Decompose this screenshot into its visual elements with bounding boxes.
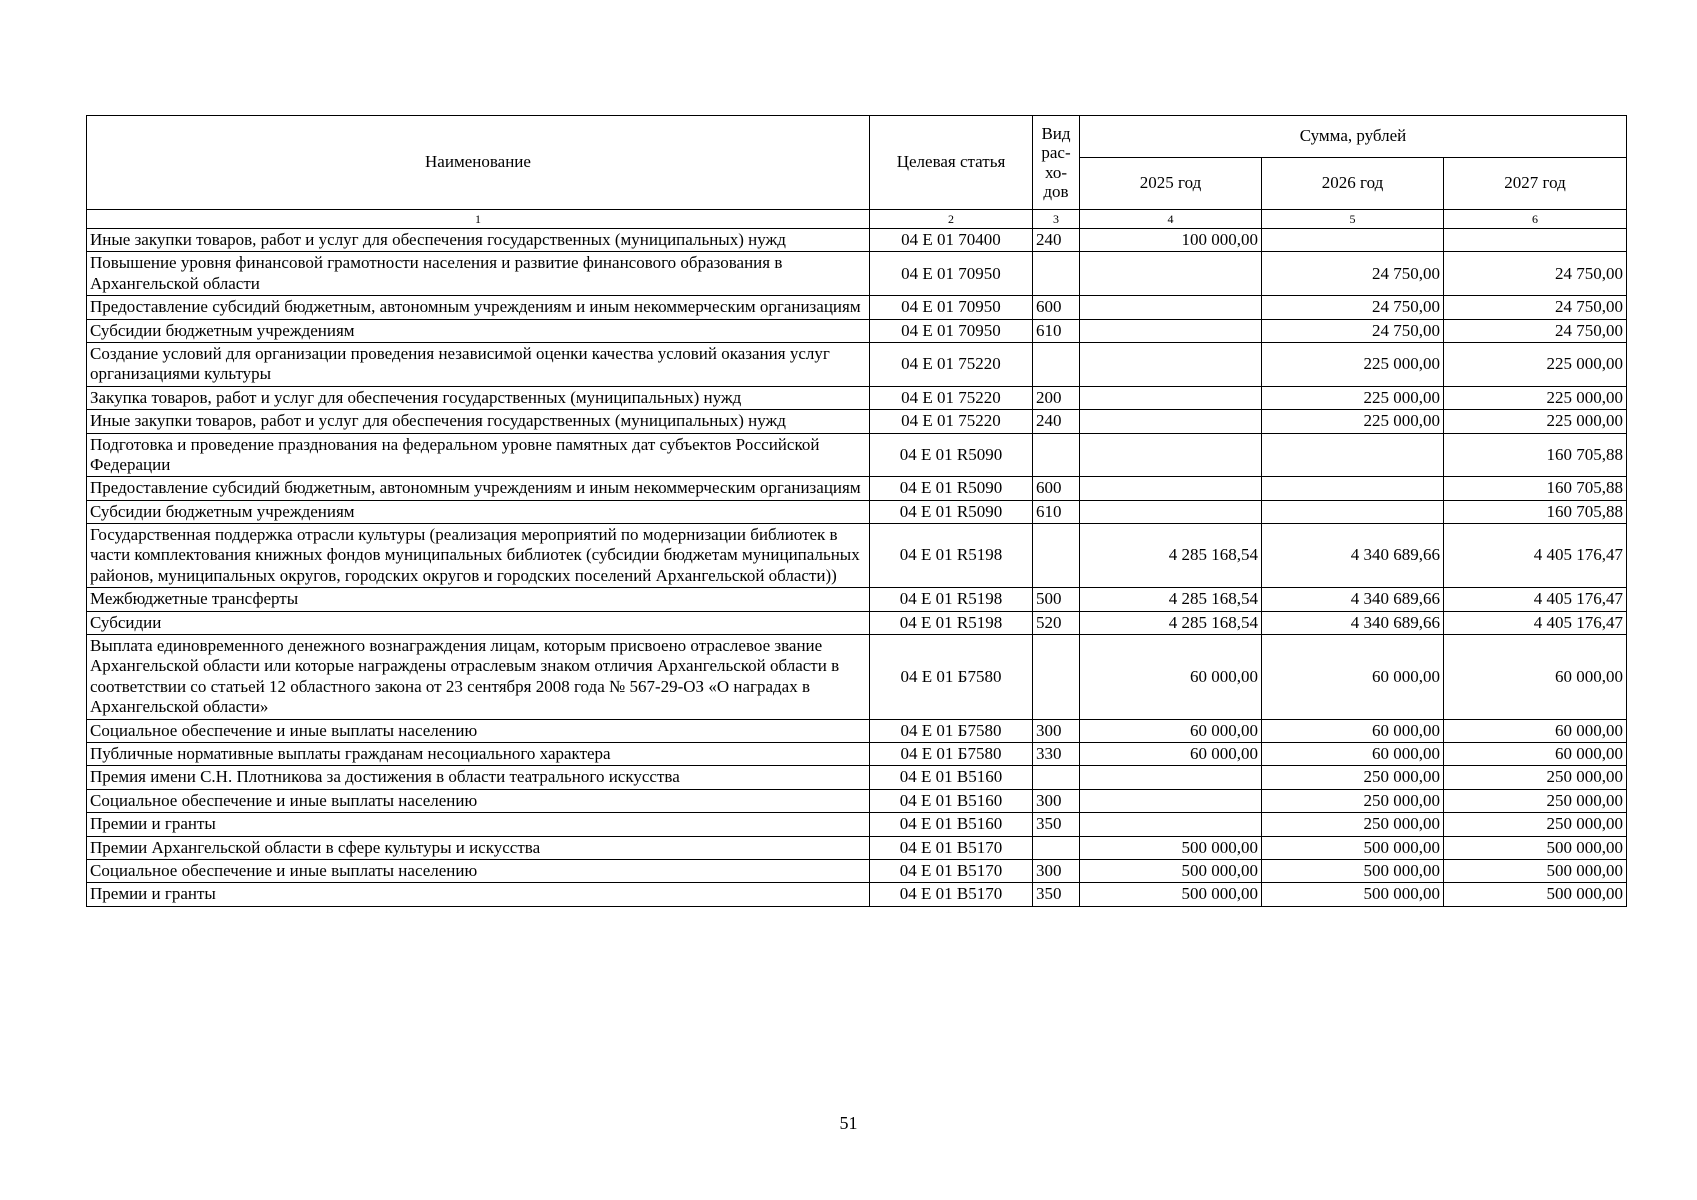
header-expense-type: Вид рас- хо- дов [1033, 116, 1080, 210]
row-target-article: 04 Е 01 R5198 [870, 611, 1033, 634]
page-number: 51 [839, 1113, 858, 1133]
row-amount-2026: 4 340 689,66 [1262, 524, 1444, 588]
header-target-article: Целевая статья [870, 116, 1033, 210]
table-row [87, 386, 1627, 409]
row-name: Подготовка и проведение празднования на федеральном уровне памятных дат субъектов Российской Федерации [87, 433, 870, 477]
row-name: Субсидии бюджетным учреждениям [87, 319, 870, 342]
col-number: 5 [1262, 210, 1444, 229]
row-name: Повышение уровня финансовой грамотности населения и развитие финансового образования в Архангельской области [87, 252, 870, 296]
row-amount-2027: 160 705,88 [1444, 500, 1627, 523]
row-amount-2025: 500 000,00 [1080, 836, 1262, 859]
row-name: Социальное обеспечение и иные выплаты населению [87, 719, 870, 742]
row-amount-2025: 4 285 168,54 [1080, 611, 1262, 634]
row-amount-2025 [1080, 386, 1262, 409]
table-row [87, 410, 1627, 433]
row-amount-2026: 24 750,00 [1262, 319, 1444, 342]
row-amount-2026: 225 000,00 [1262, 410, 1444, 433]
row-expense-type: 240 [1033, 410, 1080, 433]
row-name: Публичные нормативные выплаты гражданам несоциального характера [87, 742, 870, 765]
row-target-article: 04 Е 01 В5160 [870, 813, 1033, 836]
row-name: Премии и гранты [87, 813, 870, 836]
row-expense-type [1033, 252, 1080, 296]
header-year-2026: 2026 год [1262, 158, 1444, 210]
table-row [87, 477, 1627, 500]
row-expense-type: 300 [1033, 859, 1080, 882]
row-amount-2026: 225 000,00 [1262, 386, 1444, 409]
row-target-article: 04 Е 01 В5170 [870, 859, 1033, 882]
row-expense-type: 350 [1033, 813, 1080, 836]
col-number: 3 [1033, 210, 1080, 229]
row-target-article: 04 Е 01 70950 [870, 252, 1033, 296]
row-expense-type [1033, 836, 1080, 859]
row-amount-2027: 24 750,00 [1444, 319, 1627, 342]
row-name: Выплата единовременного денежного вознаграждения лицам, которым присвоено отраслевое звание Архангельской области или которые награждены отраслевым знаком отличия Архангельской области в соответствии со статьей 12 областного закона от 23 сентября 2008 года № 567-29-ОЗ «О наградах в Архангельской области» [87, 635, 870, 720]
row-amount-2027: 225 000,00 [1444, 410, 1627, 433]
row-amount-2025: 100 000,00 [1080, 229, 1262, 252]
row-amount-2025 [1080, 410, 1262, 433]
table-row [87, 789, 1627, 812]
row-amount-2026: 60 000,00 [1262, 635, 1444, 720]
row-expense-type: 610 [1033, 500, 1080, 523]
row-name: Создание условий для организации проведения независимой оценки качества условий оказания услуг организациями культуры [87, 342, 870, 386]
table-row [87, 500, 1627, 523]
row-target-article: 04 Е 01 75220 [870, 342, 1033, 386]
table-row [87, 836, 1627, 859]
row-expense-type: 520 [1033, 611, 1080, 634]
row-amount-2026 [1262, 500, 1444, 523]
row-amount-2026: 225 000,00 [1262, 342, 1444, 386]
row-amount-2025: 4 285 168,54 [1080, 588, 1262, 611]
row-amount-2026: 60 000,00 [1262, 742, 1444, 765]
row-expense-type [1033, 766, 1080, 789]
row-amount-2025 [1080, 500, 1262, 523]
row-amount-2027: 60 000,00 [1444, 719, 1627, 742]
row-name: Социальное обеспечение и иные выплаты населению [87, 789, 870, 812]
row-target-article: 04 Е 01 В5160 [870, 766, 1033, 789]
header-year-2027: 2027 год [1444, 158, 1627, 210]
row-amount-2025 [1080, 789, 1262, 812]
header-sum: Сумма, рублей [1080, 116, 1627, 158]
table-row [87, 524, 1627, 588]
table-row [87, 433, 1627, 477]
row-target-article: 04 Е 01 R5090 [870, 433, 1033, 477]
row-target-article: 04 Е 01 R5090 [870, 477, 1033, 500]
row-expense-type: 240 [1033, 229, 1080, 252]
row-expense-type [1033, 433, 1080, 477]
row-amount-2027: 500 000,00 [1444, 883, 1627, 906]
row-amount-2026: 4 340 689,66 [1262, 588, 1444, 611]
row-amount-2027: 250 000,00 [1444, 813, 1627, 836]
row-amount-2027: 500 000,00 [1444, 836, 1627, 859]
row-amount-2027: 250 000,00 [1444, 789, 1627, 812]
row-target-article: 04 Е 01 R5198 [870, 524, 1033, 588]
table-row [87, 229, 1627, 252]
row-target-article: 04 Е 01 R5198 [870, 588, 1033, 611]
row-amount-2026 [1262, 433, 1444, 477]
row-amount-2027: 24 750,00 [1444, 252, 1627, 296]
row-target-article: 04 Е 01 Б7580 [870, 742, 1033, 765]
col-number: 4 [1080, 210, 1262, 229]
row-name: Социальное обеспечение и иные выплаты населению [87, 859, 870, 882]
row-amount-2025: 500 000,00 [1080, 883, 1262, 906]
row-name: Премия имени С.Н. Плотникова за достижения в области театрального искусства [87, 766, 870, 789]
row-amount-2026: 250 000,00 [1262, 766, 1444, 789]
row-amount-2027: 4 405 176,47 [1444, 588, 1627, 611]
row-name: Премии и гранты [87, 883, 870, 906]
row-expense-type: 330 [1033, 742, 1080, 765]
row-amount-2025 [1080, 296, 1262, 319]
table-row [87, 296, 1627, 319]
row-amount-2025 [1080, 477, 1262, 500]
row-target-article: 04 Е 01 Б7580 [870, 719, 1033, 742]
row-target-article: 04 Е 01 В5160 [870, 789, 1033, 812]
table-body [87, 229, 1627, 907]
row-expense-type: 200 [1033, 386, 1080, 409]
row-expense-type [1033, 524, 1080, 588]
row-amount-2026: 24 750,00 [1262, 252, 1444, 296]
row-target-article: 04 Е 01 R5090 [870, 500, 1033, 523]
row-amount-2027 [1444, 229, 1627, 252]
row-amount-2027: 225 000,00 [1444, 342, 1627, 386]
row-amount-2026: 500 000,00 [1262, 883, 1444, 906]
table-row [87, 883, 1627, 906]
table-row [87, 611, 1627, 634]
row-amount-2027: 4 405 176,47 [1444, 611, 1627, 634]
row-amount-2026: 24 750,00 [1262, 296, 1444, 319]
row-target-article: 04 Е 01 75220 [870, 386, 1033, 409]
table-row [87, 813, 1627, 836]
table-row [87, 859, 1627, 882]
row-amount-2025: 60 000,00 [1080, 719, 1262, 742]
col-number: 2 [870, 210, 1033, 229]
row-amount-2025: 60 000,00 [1080, 635, 1262, 720]
row-amount-2026 [1262, 229, 1444, 252]
row-amount-2027: 4 405 176,47 [1444, 524, 1627, 588]
col-number: 6 [1444, 210, 1627, 229]
row-amount-2026: 60 000,00 [1262, 719, 1444, 742]
row-amount-2026: 500 000,00 [1262, 836, 1444, 859]
row-amount-2025 [1080, 252, 1262, 296]
table-row [87, 588, 1627, 611]
row-amount-2026: 4 340 689,66 [1262, 611, 1444, 634]
row-amount-2025: 500 000,00 [1080, 859, 1262, 882]
row-name: Предоставление субсидий бюджетным, автономным учреждениям и иным некоммерческим организациям [87, 477, 870, 500]
row-amount-2027: 60 000,00 [1444, 742, 1627, 765]
row-expense-type: 600 [1033, 296, 1080, 319]
row-name: Субсидии [87, 611, 870, 634]
row-target-article: 04 Е 01 70400 [870, 229, 1033, 252]
table-row [87, 342, 1627, 386]
row-amount-2025 [1080, 813, 1262, 836]
table-row [87, 766, 1627, 789]
row-name: Премии Архангельской области в сфере культуры и искусства [87, 836, 870, 859]
row-amount-2025 [1080, 342, 1262, 386]
row-expense-type: 350 [1033, 883, 1080, 906]
row-expense-type [1033, 342, 1080, 386]
row-amount-2027: 500 000,00 [1444, 859, 1627, 882]
row-name: Иные закупки товаров, работ и услуг для обеспечения государственных (муниципальных) нужд [87, 229, 870, 252]
row-amount-2027: 160 705,88 [1444, 433, 1627, 477]
row-amount-2025 [1080, 319, 1262, 342]
row-target-article: 04 Е 01 Б7580 [870, 635, 1033, 720]
row-target-article: 04 Е 01 В5170 [870, 883, 1033, 906]
row-target-article: 04 Е 01 В5170 [870, 836, 1033, 859]
row-amount-2026 [1262, 477, 1444, 500]
row-amount-2027: 225 000,00 [1444, 386, 1627, 409]
row-name: Субсидии бюджетным учреждениям [87, 500, 870, 523]
table-row [87, 635, 1627, 720]
budget-table [86, 115, 1627, 907]
table-row [87, 319, 1627, 342]
row-amount-2025 [1080, 766, 1262, 789]
row-expense-type [1033, 635, 1080, 720]
row-name: Межбюджетные трансферты [87, 588, 870, 611]
row-amount-2026: 250 000,00 [1262, 789, 1444, 812]
row-expense-type: 500 [1033, 588, 1080, 611]
table-row [87, 719, 1627, 742]
row-amount-2027: 60 000,00 [1444, 635, 1627, 720]
row-name: Государственная поддержка отрасли культуры (реализация мероприятий по модернизации библиотек в части комплектования книжных фондов муниципальных библиотек (субсидии бюджетам муниципальных районов, муниципальных округов, городских округов и городских поселений Архангельской области)) [87, 524, 870, 588]
row-amount-2026: 500 000,00 [1262, 859, 1444, 882]
row-amount-2027: 250 000,00 [1444, 766, 1627, 789]
row-amount-2027: 160 705,88 [1444, 477, 1627, 500]
row-amount-2026: 250 000,00 [1262, 813, 1444, 836]
row-name: Закупка товаров, работ и услуг для обеспечения государственных (муниципальных) нужд [87, 386, 870, 409]
table-row [87, 742, 1627, 765]
header-name: Наименование [87, 116, 870, 210]
row-expense-type: 600 [1033, 477, 1080, 500]
row-amount-2025: 4 285 168,54 [1080, 524, 1262, 588]
row-expense-type: 300 [1033, 789, 1080, 812]
header-year-2025: 2025 год [1080, 158, 1262, 210]
row-name: Иные закупки товаров, работ и услуг для обеспечения государственных (муниципальных) нужд [87, 410, 870, 433]
row-target-article: 04 Е 01 70950 [870, 319, 1033, 342]
row-target-article: 04 Е 01 70950 [870, 296, 1033, 319]
row-name: Предоставление субсидий бюджетным, автономным учреждениям и иным некоммерческим организациям [87, 296, 870, 319]
row-amount-2027: 24 750,00 [1444, 296, 1627, 319]
row-target-article: 04 Е 01 75220 [870, 410, 1033, 433]
row-expense-type: 300 [1033, 719, 1080, 742]
row-amount-2025 [1080, 433, 1262, 477]
col-number: 1 [87, 210, 870, 229]
table-row [87, 252, 1627, 296]
row-amount-2025: 60 000,00 [1080, 742, 1262, 765]
row-expense-type: 610 [1033, 319, 1080, 342]
